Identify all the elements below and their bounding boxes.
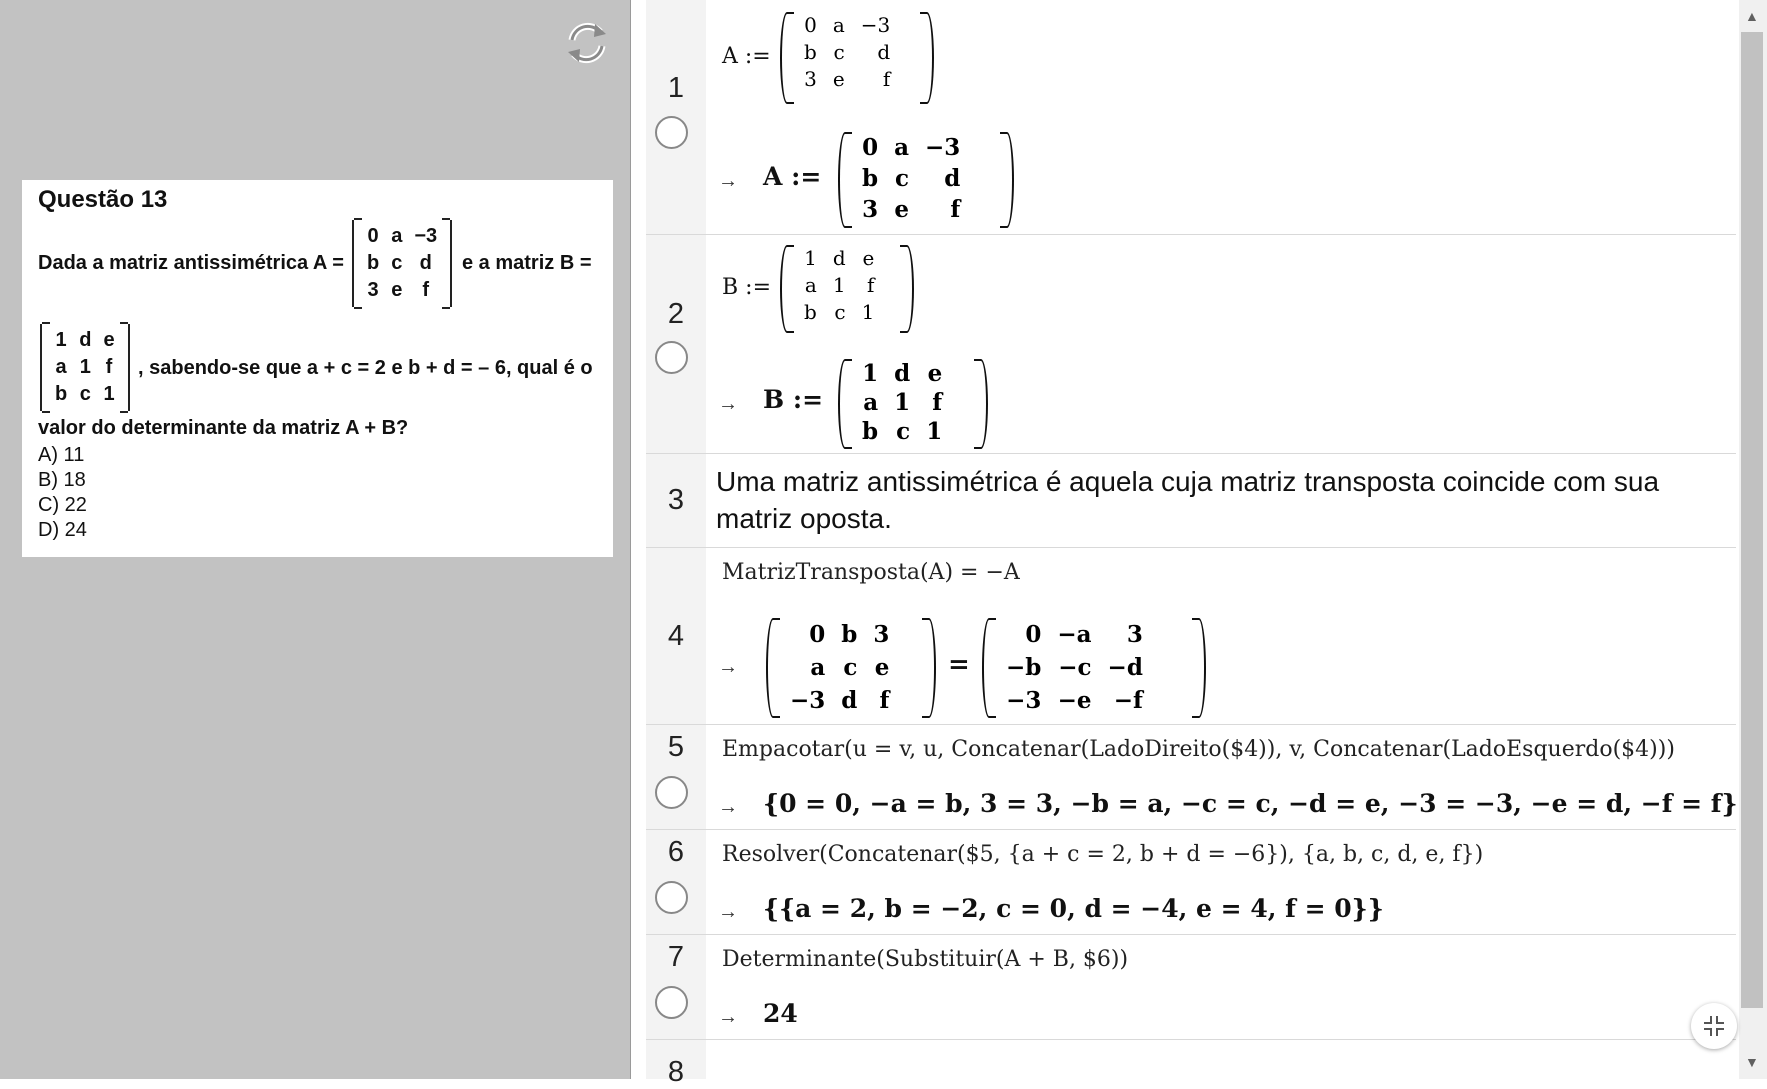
- matrix-cell: −3: [790, 687, 826, 714]
- output-arrow: →: [718, 656, 738, 678]
- output-value: 24: [763, 999, 798, 1028]
- matrix-cell: −c: [1058, 654, 1092, 681]
- matrix-cell: 3: [873, 621, 890, 648]
- input-expression[interactable]: Determinante(Substituir(A + B, $6)): [722, 947, 1129, 972]
- matrix-cell: e: [874, 654, 890, 681]
- matrix-cell: a: [863, 389, 879, 416]
- matrix-cell: −b: [1006, 654, 1042, 681]
- matrix-cell: 1: [926, 418, 943, 445]
- matrix-cell: 3: [862, 196, 879, 223]
- matrix-cell: d: [944, 165, 961, 192]
- input-label: A :=: [722, 44, 771, 69]
- visibility-toggle[interactable]: [655, 881, 688, 914]
- matrix-row: [796, 66, 898, 93]
- row-number: 3: [667, 484, 685, 516]
- matrix-row: [796, 12, 898, 39]
- row-number: 8: [667, 1056, 685, 1088]
- matrix-row: [782, 618, 897, 651]
- algebra-row-7[interactable]: [646, 935, 1736, 1040]
- input-matrix[interactable]: [780, 12, 934, 104]
- matrix-row: [854, 194, 968, 225]
- matrix-cell: −3: [925, 134, 961, 161]
- matrix-row: [854, 359, 950, 388]
- matrix-row: [49, 327, 121, 354]
- visibility-toggle[interactable]: [655, 116, 688, 149]
- option-c: C) 22: [38, 494, 87, 516]
- matrix-row: [782, 651, 897, 684]
- question-matrix-b: [40, 324, 130, 411]
- matrix-row: [854, 132, 968, 163]
- input-matrix[interactable]: [780, 245, 914, 333]
- matrix-row: [49, 354, 121, 381]
- matrix-cell: c: [79, 383, 91, 405]
- matrix-cell: 0: [1025, 621, 1042, 648]
- output-value: {0 = 0, −a = b, 3 = 3, −b = a, −c = c, −d = e, −3 = −3, −e = d, −f = f}: [763, 789, 1738, 818]
- matrix-cell: f: [105, 356, 113, 378]
- matrix-cell: e: [894, 196, 909, 223]
- algebra-row-4[interactable]: [646, 548, 1736, 725]
- row-number: 6: [667, 836, 685, 868]
- matrix-row: [854, 163, 968, 194]
- algebra-row-1[interactable]: [646, 0, 1736, 235]
- matrix-row: [998, 651, 1151, 684]
- matrix-cell: 3: [1126, 621, 1143, 648]
- text-entry[interactable]: Uma matriz antissimétrica é aquela cuja matriz transposta coincide com sua matriz oposta.: [716, 466, 1660, 534]
- matrix-cell: b: [55, 383, 68, 405]
- matrix-cell: a: [804, 273, 817, 297]
- matrix-cell: c: [834, 300, 846, 324]
- matrix-row: [796, 245, 882, 272]
- question-matrix-a: [352, 220, 452, 307]
- matrix-cell: e: [103, 329, 115, 351]
- matrix-cell: a: [55, 356, 67, 378]
- matrix-cell: e: [862, 246, 875, 270]
- matrix-row: [854, 417, 950, 446]
- question-image: [22, 180, 613, 557]
- matrix-cell: d: [894, 360, 911, 387]
- matrix-cell: −3: [1006, 687, 1042, 714]
- output-arrow: →: [718, 1006, 738, 1028]
- matrix-cell: 1: [79, 356, 91, 378]
- matrix-row: [796, 272, 882, 299]
- row-number: 2: [667, 298, 685, 330]
- option-b: B) 18: [38, 469, 86, 491]
- matrix-cell: c: [391, 252, 403, 274]
- matrix-cell: f: [879, 687, 890, 714]
- matrix-row: [782, 684, 897, 717]
- matrix-cell: 1: [804, 246, 817, 270]
- algebra-row-3[interactable]: [646, 454, 1736, 548]
- output-matrix-left: [766, 618, 936, 718]
- matrix-cell: b: [367, 252, 380, 274]
- matrix-cell: b: [862, 418, 879, 445]
- matrix-cell: 0: [862, 134, 879, 161]
- algebra-view[interactable]: [646, 0, 1738, 1088]
- matrix-cell: a: [832, 13, 845, 37]
- matrix-cell: 0: [804, 13, 817, 37]
- algebra-row-5[interactable]: [646, 725, 1736, 830]
- input-label: B :=: [722, 275, 772, 300]
- algebra-row-8[interactable]: [646, 1040, 1736, 1088]
- matrix-row: [361, 223, 443, 250]
- question-line2: , sabendo-se que a + c = 2 e b + d = – 6, qual é o: [138, 357, 593, 379]
- row-number: 4: [667, 620, 685, 652]
- matrix-cell: d: [877, 40, 891, 64]
- matrix-cell: a: [391, 225, 403, 247]
- output-label: A :=: [763, 162, 822, 191]
- output-matrix: [838, 359, 988, 449]
- matrix-cell: a: [810, 654, 826, 681]
- matrix-cell: −f: [1113, 687, 1143, 714]
- algebra-row-6[interactable]: [646, 830, 1736, 935]
- matrix-cell: d: [841, 687, 858, 714]
- matrix-cell: b: [804, 300, 817, 324]
- matrix-cell: 0: [367, 225, 379, 247]
- matrix-cell: c: [833, 40, 845, 64]
- matrix-cell: f: [882, 67, 891, 91]
- matrix-cell: −e: [1057, 687, 1092, 714]
- input-expression[interactable]: MatrizTransposta(A) = −A: [722, 560, 1020, 585]
- matrix-cell: −3: [860, 13, 891, 37]
- matrix-row: [49, 381, 121, 408]
- matrix-row: [796, 39, 898, 66]
- output-arrow: →: [718, 796, 738, 818]
- matrix-cell: c: [894, 165, 909, 192]
- matrix-cell: d: [419, 252, 432, 274]
- matrix-row: [361, 277, 443, 304]
- matrix-cell: a: [894, 134, 909, 161]
- matrix-cell: −a: [1057, 621, 1092, 648]
- question-line1-suffix: e a matriz B =: [462, 252, 592, 274]
- matrix-cell: e: [927, 360, 943, 387]
- output-arrow: →: [718, 901, 738, 923]
- matrix-cell: d: [79, 329, 92, 351]
- output-arrow: →: [718, 393, 738, 415]
- matrix-cell: f: [866, 273, 875, 297]
- matrix-cell: f: [932, 389, 943, 416]
- matrix-cell: 0: [809, 621, 826, 648]
- matrix-cell: b: [841, 621, 858, 648]
- matrix-row: [796, 299, 882, 326]
- matrix-cell: 1: [861, 300, 875, 324]
- matrix-cell: 1: [894, 389, 911, 416]
- refresh-icon[interactable]: [562, 18, 612, 68]
- output-label: B :=: [763, 385, 824, 414]
- input-expression[interactable]: Resolver(Concatenar($5, {a + c = 2, b + d = −6}), {a, b, c, d, e, f}): [722, 842, 1484, 867]
- matrix-cell: −d: [1107, 654, 1143, 681]
- row-number: 1: [667, 72, 685, 104]
- visibility-toggle[interactable]: [655, 341, 688, 374]
- matrix-row: [998, 684, 1151, 717]
- matrix-cell: b: [862, 165, 879, 192]
- matrix-row: [854, 388, 950, 417]
- matrix-row: [361, 250, 443, 277]
- matrix-cell: c: [843, 654, 858, 681]
- matrix-cell: b: [804, 40, 817, 64]
- question-line3: valor do determinante da matriz A + B?: [38, 417, 409, 439]
- input-expression[interactable]: Empacotar(u = v, u, Concatenar(LadoDireito($4)), v, Concatenar(LadoEsquerdo($4))): [722, 737, 1675, 762]
- question-title: Questão 13: [38, 186, 168, 213]
- matrix-row: [998, 618, 1151, 651]
- output-matrix-right: [982, 618, 1206, 718]
- output-equals: =: [948, 650, 970, 680]
- visibility-toggle[interactable]: [655, 776, 688, 809]
- matrix-cell: 3: [367, 279, 379, 301]
- scroll-down-arrow-icon[interactable]: ▼: [1745, 1054, 1759, 1070]
- algebra-row-2[interactable]: [646, 235, 1736, 454]
- output-value: {{a = 2, b = −2, c = 0, d = −4, e = 4, f = 0}}: [763, 894, 1384, 923]
- row-number: 7: [667, 941, 685, 973]
- matrix-cell: c: [896, 418, 911, 445]
- matrix-cell: e: [391, 279, 403, 301]
- scroll-up-arrow-icon[interactable]: ▲: [1745, 8, 1759, 24]
- matrix-cell: 1: [832, 273, 846, 297]
- output-arrow: →: [718, 170, 738, 192]
- option-a: A) 11: [38, 444, 85, 466]
- matrix-cell: 1: [862, 360, 879, 387]
- matrix-cell: 3: [804, 67, 817, 91]
- matrix-cell: f: [422, 279, 430, 301]
- matrix-cell: 1: [55, 329, 67, 351]
- collapse-icon[interactable]: [1691, 1003, 1737, 1049]
- option-d: D) 24: [38, 519, 87, 541]
- matrix-cell: e: [832, 67, 845, 91]
- question-line1-prefix: Dada a matriz antissimétrica A =: [38, 252, 344, 274]
- row-number: 5: [667, 731, 685, 763]
- matrix-cell: 1: [103, 383, 115, 405]
- visibility-toggle[interactable]: [655, 986, 688, 1019]
- matrix-cell: −3: [414, 225, 438, 247]
- scrollbar-thumb[interactable]: [1741, 32, 1763, 1008]
- matrix-cell: f: [950, 196, 961, 223]
- matrix-cell: d: [832, 246, 846, 270]
- output-matrix: [838, 132, 1014, 228]
